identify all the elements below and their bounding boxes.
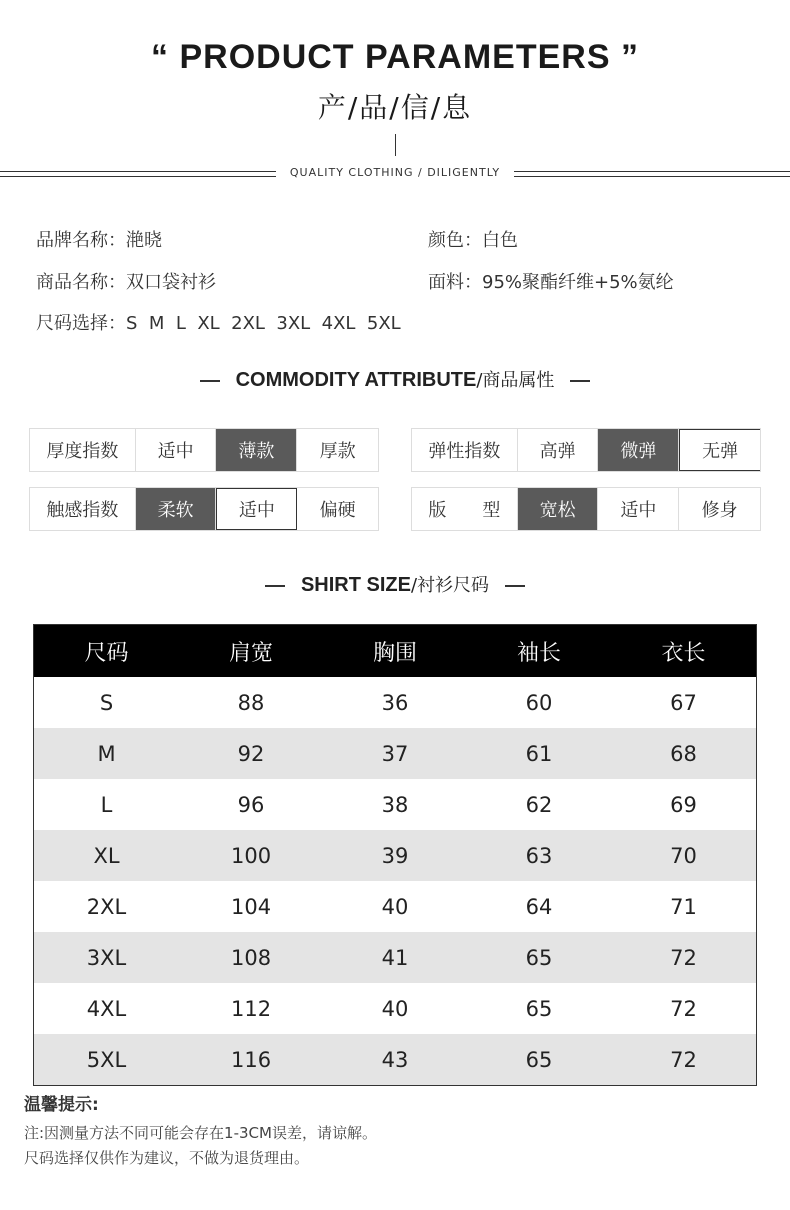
- size-title-cn: /衬衫尺码: [410, 575, 490, 596]
- table-cell: 5XL: [34, 1034, 180, 1086]
- attr-option: 适中: [598, 488, 679, 530]
- table-cell: 68: [611, 728, 757, 779]
- table-row: [34, 728, 757, 779]
- table-cell: 71: [670, 894, 697, 919]
- col-header: 尺码: [34, 625, 180, 678]
- table-cell: 65: [467, 932, 611, 983]
- table-row: [34, 881, 757, 932]
- table-cell: 70: [611, 830, 757, 881]
- table-row: [34, 1034, 757, 1086]
- attr-label: 弹性指数: [412, 429, 518, 471]
- table-cell: 62: [525, 792, 553, 817]
- attr-fit: [411, 487, 761, 531]
- table-cell: 61: [467, 728, 611, 779]
- title-cn: 产/品/信/息: [317, 91, 473, 124]
- attr-option: 适中: [136, 429, 217, 471]
- table-cell: 72: [670, 996, 697, 1021]
- col-header: 衣长: [611, 625, 757, 678]
- dash-right: [505, 585, 525, 587]
- divider-vertical: [395, 134, 396, 156]
- table-cell: 65: [525, 996, 553, 1021]
- dash-left: [265, 585, 285, 587]
- col-header: 肩宽: [179, 625, 323, 678]
- col-header: 袖长: [467, 625, 611, 678]
- col-header: 胸围: [323, 625, 467, 678]
- attr-option: 厚款: [319, 441, 356, 462]
- table-cell: 72: [611, 932, 757, 983]
- attr-option: 偏硬: [319, 500, 356, 521]
- table-cell: XL: [34, 830, 180, 881]
- table-cell: 37: [323, 728, 467, 779]
- param-color: 颜色：白色: [428, 230, 518, 251]
- table-cell: 67: [670, 690, 697, 715]
- attr-option-selected: 宽松: [518, 488, 599, 530]
- commodity-title-cn: /商品属性: [476, 370, 555, 391]
- size-title-en: SHIRT SIZE: [300, 574, 411, 596]
- table-cell: 69: [670, 792, 697, 817]
- table-row: [34, 983, 757, 1034]
- table-cell: 112: [230, 996, 272, 1021]
- dash-left: [200, 380, 220, 382]
- tips-line-1: 注:因测量方法不同可能会存在1-3CM误差，请谅解。: [24, 1124, 377, 1142]
- table-cell: 72: [611, 1034, 757, 1086]
- table-cell: 88: [237, 690, 265, 715]
- tips-line-2: 尺码选择仅供作为建议，不做为退货理由。: [24, 1149, 310, 1167]
- table-cell: 116: [179, 1034, 323, 1086]
- table-row: [34, 830, 757, 881]
- table-cell: 2XL: [86, 894, 127, 919]
- attr-label: 厚度指数: [30, 429, 136, 471]
- size-table: [33, 624, 757, 1086]
- table-cell: 96: [237, 792, 265, 817]
- table-cell: 43: [323, 1034, 467, 1086]
- commodity-title-en: COMMODITY ATTRIBUTE: [235, 369, 477, 391]
- table-cell: 40: [381, 996, 409, 1021]
- attr-option-selected: 柔软: [136, 488, 217, 530]
- table-cell: 64: [525, 894, 553, 919]
- param-sizes: 尺码选择：S M L XL 2XL 3XL 4XL 5XL: [36, 313, 401, 334]
- attr-option: 适中: [216, 488, 297, 530]
- attr-label: 触感指数: [30, 488, 136, 530]
- dash-right: [570, 380, 590, 382]
- table-cell: 92: [179, 728, 323, 779]
- table-cell: 63: [467, 830, 611, 881]
- table-header-row: [34, 625, 757, 678]
- table-cell: 39: [323, 830, 467, 881]
- tagline: QUALITY CLOTHING / DILIGENTLY: [289, 166, 501, 179]
- param-brand: 品牌名称：滟晓: [36, 230, 162, 251]
- table-cell: 65: [467, 1034, 611, 1086]
- attr-option: 修身: [701, 500, 738, 521]
- table-cell: 4XL: [86, 996, 127, 1021]
- attr-elasticity: [411, 428, 761, 472]
- table-cell: 100: [179, 830, 323, 881]
- table-cell: 3XL: [34, 932, 180, 983]
- param-fabric: 面料：95%聚酯纤维+5%氨纶: [428, 272, 674, 293]
- table-cell: M: [34, 728, 180, 779]
- table-cell: 41: [323, 932, 467, 983]
- tips-heading: 温馨提示:: [24, 1095, 99, 1115]
- attr-option: 无弹: [679, 429, 760, 471]
- table-cell: 40: [381, 894, 409, 919]
- table-cell: 36: [381, 690, 409, 715]
- size-heading: [0, 571, 790, 597]
- attr-option-selected: 薄款: [216, 429, 297, 471]
- table-cell: 38: [381, 792, 409, 817]
- table-cell: L: [100, 792, 113, 817]
- attr-thickness: [29, 428, 379, 472]
- attr-option: 高弹: [518, 429, 599, 471]
- title-en: “ PRODUCT PARAMETERS ”: [151, 38, 639, 76]
- attr-label: 版 型: [412, 488, 518, 530]
- attr-touch: [29, 487, 379, 531]
- table-cell: 108: [179, 932, 323, 983]
- attr-option-selected: 微弹: [598, 429, 679, 471]
- table-row: [34, 677, 757, 728]
- table-cell: S: [99, 690, 114, 715]
- table-row: [34, 779, 757, 830]
- table-row: [34, 932, 757, 983]
- table-cell: 60: [525, 690, 553, 715]
- param-name: 商品名称：双口袋衬衫: [36, 272, 216, 293]
- table-cell: 104: [230, 894, 272, 919]
- commodity-heading: [0, 366, 790, 392]
